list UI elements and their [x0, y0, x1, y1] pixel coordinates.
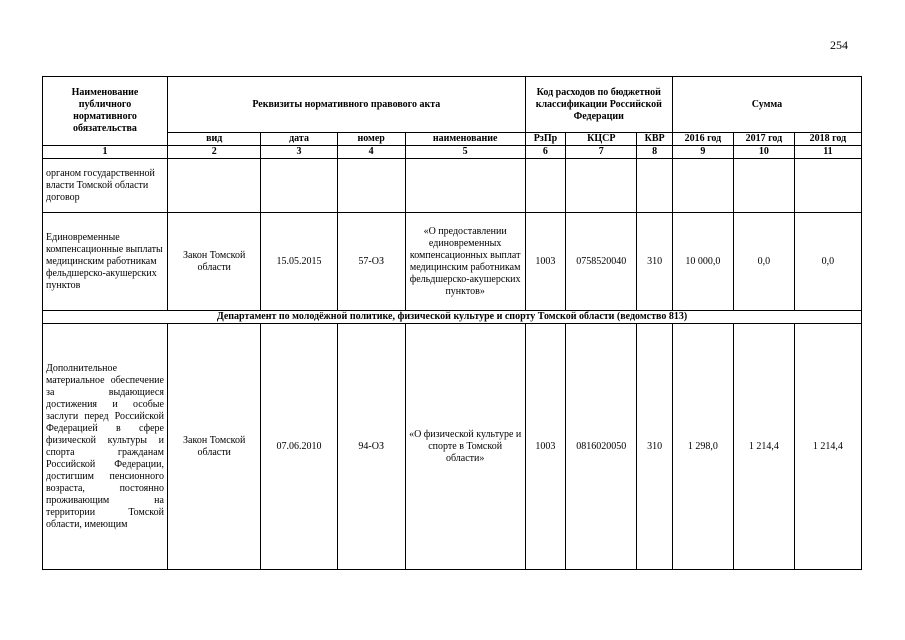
header-2018: 2018 год: [794, 133, 861, 146]
obligation-name: органом государственной власти Томской области договор: [43, 159, 168, 213]
page-number: 254: [830, 38, 848, 52]
code-kvr: 310: [637, 213, 673, 311]
column-number: 2: [167, 146, 260, 159]
column-number: 3: [261, 146, 337, 159]
amount-2016: 1 298,0: [672, 324, 733, 570]
amount-2017: 0,0: [733, 213, 794, 311]
amount-2017: 1 214,4: [733, 324, 794, 570]
column-number-row: [43, 146, 862, 159]
code-rzpr: 1003: [525, 213, 566, 311]
code-kcsr: 0816020050: [566, 324, 637, 570]
department-title: Департамент по молодёжной политике, физической культуре и спорту Томской области (ведомство 813): [43, 311, 862, 324]
header-name: Наименование публичного нормативного обязательства: [43, 77, 168, 146]
header-title: наименование: [405, 133, 525, 146]
table-row: [43, 213, 862, 311]
amount-2018: 1 214,4: [794, 324, 861, 570]
act-title: «О физической культуре и спорте в Томской области»: [405, 324, 525, 570]
header-row: [43, 77, 862, 133]
amount-2018: 0,0: [794, 213, 861, 311]
column-number: 11: [794, 146, 861, 159]
code-kcsr: 0758520040: [566, 213, 637, 311]
header-sum: Сумма: [672, 77, 861, 133]
act-number: 57-ОЗ: [337, 213, 405, 311]
code-rzpr: 1003: [525, 324, 566, 570]
header-2017: 2017 год: [733, 133, 794, 146]
column-number: 9: [672, 146, 733, 159]
header-kvr: КВР: [637, 133, 673, 146]
act-date: 15.05.2015: [261, 213, 337, 311]
header-2016: 2016 год: [672, 133, 733, 146]
code-kvr: 310: [637, 324, 673, 570]
header-vid: вид: [167, 133, 260, 146]
obligation-name: Единовременные компенсационные выплаты медицинским работникам фельдшерско-акушерских пунктов: [43, 213, 168, 311]
header-code: Код расходов по бюджетной классификации Российской Федерации: [525, 77, 672, 133]
header-kcsr: КЦСР: [566, 133, 637, 146]
table-row: [43, 159, 862, 213]
column-number: 8: [637, 146, 673, 159]
header-date: дата: [261, 133, 337, 146]
column-number: 5: [405, 146, 525, 159]
act-date: 07.06.2010: [261, 324, 337, 570]
header-rzpr: РзПр: [525, 133, 566, 146]
obligation-name: Дополнительное материальное обеспечение за выдающиеся достижения и особые заслуги перед Российской Федерацией в сфере физической культуры и спорта гражданам Российской Федерации, достигшим пенсионного возраста, постоянно проживающим на территории Томской области, имеющим: [43, 324, 168, 570]
column-number: 10: [733, 146, 794, 159]
budget-table: [42, 76, 862, 570]
header-act: Реквизиты нормативного правового акта: [167, 77, 525, 133]
act-number: 94-ОЗ: [337, 324, 405, 570]
column-number: 7: [566, 146, 637, 159]
department-row: [43, 311, 862, 324]
act-type: Закон Томской области: [167, 213, 260, 311]
act-type: Закон Томской области: [167, 324, 260, 570]
amount-2016: 10 000,0: [672, 213, 733, 311]
header-number: номер: [337, 133, 405, 146]
column-number: 6: [525, 146, 566, 159]
act-title: «О предоставлении единовременных компенсационных выплат медицинским работникам фельдшерско-акушерских пунктов»: [405, 213, 525, 311]
column-number: 4: [337, 146, 405, 159]
table-row: [43, 324, 862, 570]
column-number: 1: [43, 146, 168, 159]
